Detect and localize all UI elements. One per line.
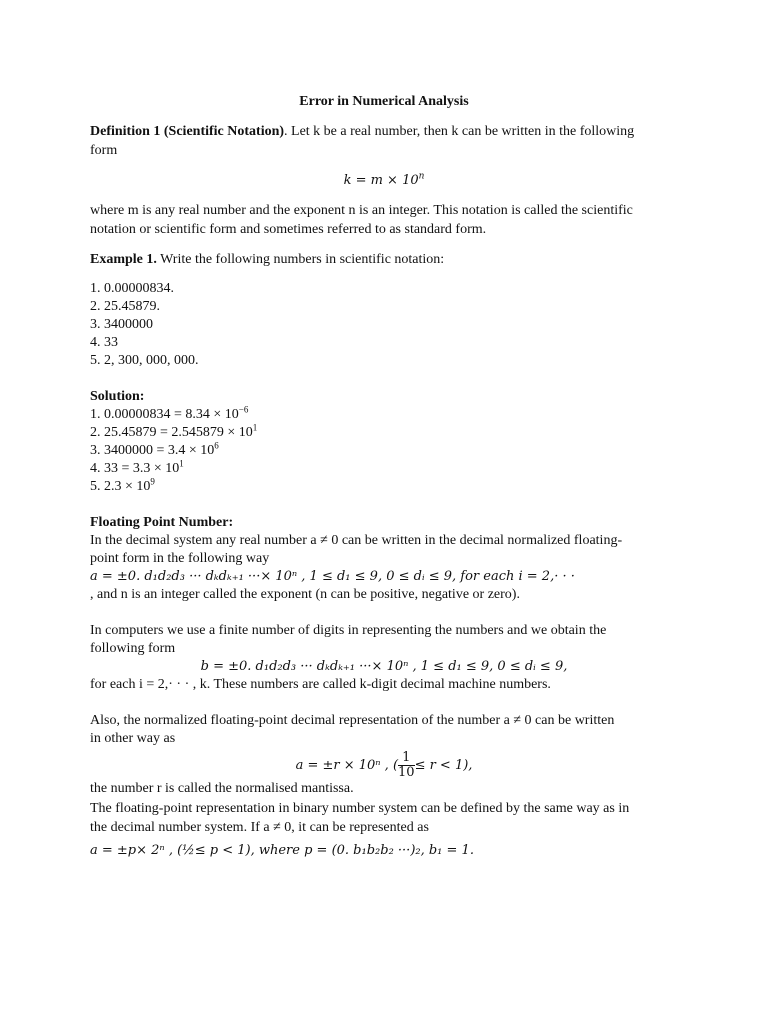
solution-exponent: −6	[238, 404, 249, 415]
solution-exponent: 6	[214, 440, 219, 451]
also-paragraph-line: the number r is called the normalised mantissa.	[90, 781, 354, 796]
example-label: Example 1.	[90, 252, 157, 267]
binary-representation-formula: a = ±p× 2ⁿ , (½≤ p < 1), where p = (0. b₁b₂b₂ ···)₂, b₁ = 1.	[90, 843, 474, 858]
solution-base: 3. 3400000 = 3.4 × 10	[90, 443, 215, 458]
definition-text: . Let k be a real number, then k can be written in the following	[284, 124, 635, 139]
binary-paragraph-line: The floating-point representation in binary number system can be defined by the same way as in	[90, 801, 630, 816]
solution-exponent: 1	[252, 422, 258, 433]
definition-line-2: form	[90, 143, 118, 158]
solution-label: Solution:	[90, 389, 145, 404]
definition-paragraph-1: where m is any real number and the exponent n is an integer. This notation is called the scientific	[90, 203, 633, 218]
example-item: 1. 0.00000834.	[90, 281, 174, 296]
also-paragraph-line: Also, the normalized floating-point decimal representation of the number a ≠ 0 can be written	[90, 713, 615, 728]
fraction-one-tenth	[398, 751, 415, 780]
solution-base: 1. 0.00000834 = 8.34 × 10	[90, 407, 239, 422]
definition-label: Definition 1 (Scientific Notation)	[90, 124, 285, 139]
also-paragraph-line: in other way as	[90, 731, 176, 746]
fraction-denominator: 10	[398, 765, 415, 780]
fraction-numerator: 1	[398, 751, 415, 766]
formula-exponent: n	[418, 171, 425, 182]
mantissa-formula-right: ≤ r < 1),	[414, 758, 473, 773]
floating-point-line: , and n is an integer called the exponent (n can be positive, negative or zero).	[90, 587, 520, 602]
solution-base: 2. 25.45879 = 2.545879 × 10	[90, 425, 253, 440]
computers-paragraph-line: following form	[90, 641, 176, 656]
binary-paragraph-line: the decimal number system. If a ≠ 0, it can be represented as	[90, 820, 429, 835]
definition-paragraph-2: notation or scientific form and sometimes referred to as standard form.	[90, 222, 487, 237]
solution-item	[90, 424, 257, 442]
solution-item	[90, 442, 219, 460]
solution-exponent: 1	[179, 458, 184, 469]
solution-item	[90, 406, 248, 424]
solution-item	[90, 460, 184, 478]
computers-paragraph-line: In computers we use a finite number of digits in representing the numbers and we obtain the	[90, 623, 607, 638]
solution-item	[90, 478, 155, 496]
floating-point-line: In the decimal system any real number a ≠ 0 can be written in the decimal normalized floating-	[90, 533, 623, 548]
mantissa-formula	[0, 751, 768, 780]
definition-line-1	[90, 123, 634, 141]
example-item: 4. 33	[90, 335, 118, 350]
page-title: Error in Numerical Analysis	[299, 94, 469, 109]
example-text: Write the following numbers in scientific notation:	[156, 252, 445, 267]
example-item: 3. 3400000	[90, 317, 153, 332]
example-item: 5. 2, 300, 000, 000.	[90, 353, 199, 368]
example-item: 2. 25.45879.	[90, 299, 160, 314]
floating-point-line: point form in the following way	[90, 551, 270, 566]
solution-base: 4. 33 = 3.3 × 10	[90, 461, 180, 476]
machine-number-formula: b = ±0. d₁d₂d₃ ··· dₖdₖ₊₁ ···× 10ⁿ , 1 ≤ d₁ ≤ 9, 0 ≤ dᵢ ≤ 9,	[200, 659, 568, 674]
solution-base: 5. 2.3 × 10	[90, 479, 151, 494]
mantissa-formula-left: a = ±r × 10ⁿ , (	[295, 758, 399, 773]
example-heading	[90, 251, 444, 269]
floating-point-heading: Floating Point Number:	[90, 515, 234, 530]
scientific-notation-formula	[0, 172, 768, 190]
solution-exponent: 9	[150, 476, 155, 487]
computers-paragraph-line: for each i = 2,· · · , k. These numbers are called k-digit decimal machine numbers.	[90, 677, 551, 692]
normalized-form-formula: a = ±0. d₁d₂d₃ ··· dₖdₖ₊₁ ···× 10ⁿ , 1 ≤ d₁ ≤ 9, 0 ≤ dᵢ ≤ 9, for each i = 2,· · ·	[90, 569, 575, 584]
formula-base: k = m × 10	[343, 173, 419, 188]
